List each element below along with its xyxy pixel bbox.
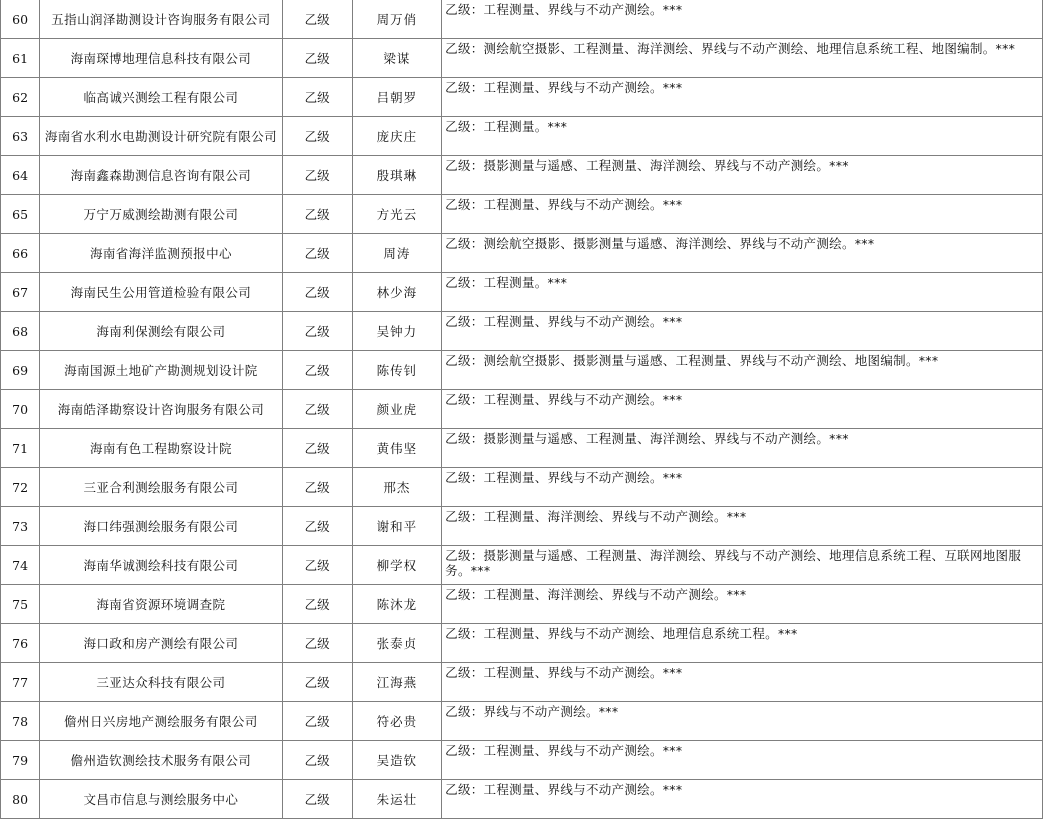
company-name-cell[interactable]: 三亚达众科技有限公司 [40, 663, 282, 702]
row-number-cell[interactable]: 75 [1, 585, 40, 624]
legal-representative-cell[interactable]: 吕朝罗 [352, 78, 441, 117]
legal-representative-cell[interactable]: 柳学权 [352, 546, 441, 585]
qualification-level-cell[interactable]: 乙级 [282, 39, 352, 78]
business-scope-cell[interactable] [442, 351, 1043, 390]
qualification-level-cell[interactable]: 乙级 [282, 195, 352, 234]
company-name-cell[interactable]: 海南琛博地理信息科技有限公司 [40, 39, 282, 78]
qualification-level-cell[interactable]: 乙级 [282, 273, 352, 312]
qualification-level-cell[interactable]: 乙级 [282, 0, 352, 39]
company-name-cell[interactable]: 万宁万威测绘勘测有限公司 [40, 195, 282, 234]
company-name-cell[interactable]: 海南有色工程勘察设计院 [40, 429, 282, 468]
legal-representative-cell[interactable]: 符必贵 [352, 702, 441, 741]
table-row [1, 195, 1043, 234]
row-number-cell[interactable]: 63 [1, 117, 40, 156]
company-name-cell[interactable]: 海南皓泽勘察设计咨询服务有限公司 [40, 390, 282, 429]
legal-representative-cell[interactable]: 吴造钦 [352, 741, 441, 780]
row-number-cell[interactable]: 77 [1, 663, 40, 702]
company-name-cell[interactable]: 五指山润泽勘测设计咨询服务有限公司 [40, 0, 282, 39]
table-row [1, 702, 1043, 741]
legal-representative-cell[interactable]: 陈传钊 [352, 351, 441, 390]
row-number-cell[interactable]: 79 [1, 741, 40, 780]
row-number-cell[interactable]: 65 [1, 195, 40, 234]
company-name-cell[interactable]: 海口纬强测绘服务有限公司 [40, 507, 282, 546]
qualification-level-cell[interactable]: 乙级 [282, 234, 352, 273]
legal-representative-cell[interactable]: 颜业虎 [352, 390, 441, 429]
company-name-cell[interactable]: 儋州日兴房地产测绘服务有限公司 [40, 702, 282, 741]
business-scope-text: 乙级：摄影测量与遥感、工程测量、海洋测绘、界线与不动产测绘。*** [445, 158, 849, 173]
business-scope-text: 乙级：测绘航空摄影、摄影测量与遥感、海洋测绘、界线与不动产测绘。*** [445, 236, 875, 251]
company-name-cell[interactable]: 海南鑫森勘测信息咨询有限公司 [40, 156, 282, 195]
business-scope-text: 乙级：工程测量、界线与不动产测绘。*** [445, 665, 683, 680]
business-scope-cell[interactable] [442, 780, 1043, 819]
qualification-level-cell[interactable]: 乙级 [282, 624, 352, 663]
company-name-cell[interactable]: 临高诚兴测绘工程有限公司 [40, 78, 282, 117]
business-scope-text: 乙级：工程测量、界线与不动产测绘。*** [445, 314, 683, 329]
company-name-cell[interactable]: 儋州造钦测绘技术服务有限公司 [40, 741, 282, 780]
legal-representative-cell[interactable]: 谢和平 [352, 507, 441, 546]
table-row [1, 585, 1043, 624]
business-scope-text: 乙级：摄影测量与遥感、工程测量、海洋测绘、界线与不动产测绘。*** [445, 431, 849, 446]
business-scope-text: 乙级：工程测量、界线与不动产测绘。*** [445, 197, 683, 212]
business-scope-cell[interactable] [442, 624, 1043, 663]
qualification-level-cell[interactable]: 乙级 [282, 702, 352, 741]
business-scope-cell[interactable] [442, 585, 1043, 624]
business-scope-cell[interactable] [442, 156, 1043, 195]
row-number-cell[interactable]: 70 [1, 390, 40, 429]
qualification-level-cell[interactable]: 乙级 [282, 78, 352, 117]
row-number-cell[interactable]: 62 [1, 78, 40, 117]
business-scope-text: 乙级：工程测量、界线与不动产测绘。*** [445, 80, 683, 95]
business-scope-text: 乙级：工程测量、界线与不动产测绘。*** [445, 782, 683, 797]
business-scope-cell[interactable] [442, 507, 1043, 546]
table-row [1, 663, 1043, 702]
qualification-level-cell[interactable]: 乙级 [282, 585, 352, 624]
table-row [1, 624, 1043, 663]
qualification-level-cell[interactable]: 乙级 [282, 741, 352, 780]
company-name-cell[interactable]: 海南省海洋监测预报中心 [40, 234, 282, 273]
business-scope-cell[interactable] [442, 78, 1043, 117]
qualification-level-cell[interactable]: 乙级 [282, 312, 352, 351]
business-scope-cell[interactable] [442, 117, 1043, 156]
business-scope-cell[interactable] [442, 312, 1043, 351]
table-row [1, 234, 1043, 273]
row-number-cell[interactable]: 61 [1, 39, 40, 78]
company-name-cell[interactable]: 文昌市信息与测绘服务中心 [40, 780, 282, 819]
qualification-level-cell[interactable]: 乙级 [282, 546, 352, 585]
legal-representative-cell[interactable]: 周涛 [352, 234, 441, 273]
business-scope-text: 乙级：工程测量、海洋测绘、界线与不动产测绘。*** [445, 587, 747, 602]
business-scope-text: 乙级：工程测量、界线与不动产测绘。*** [445, 392, 683, 407]
business-scope-text: 乙级：界线与不动产测绘。*** [445, 704, 619, 719]
row-number-cell[interactable]: 71 [1, 429, 40, 468]
business-scope-text: 乙级：工程测量。*** [445, 119, 568, 134]
table-row [1, 0, 1043, 39]
table-row [1, 429, 1043, 468]
company-name-cell[interactable]: 海南利保测绘有限公司 [40, 312, 282, 351]
legal-representative-cell[interactable]: 陈沐龙 [352, 585, 441, 624]
business-scope-cell[interactable] [442, 0, 1043, 39]
business-scope-text: 乙级：摄影测量与遥感、工程测量、海洋测绘、界线与不动产测绘、地理信息系统工程、互联网地图服务。*** [445, 548, 1022, 578]
legal-representative-cell[interactable]: 周万俏 [352, 0, 441, 39]
business-scope-text: 乙级：工程测量、界线与不动产测绘。*** [445, 2, 683, 17]
table-row [1, 507, 1043, 546]
business-scope-text: 乙级：测绘航空摄影、摄影测量与遥感、工程测量、界线与不动产测绘、地图编制。*** [445, 353, 939, 368]
qualification-level-cell[interactable]: 乙级 [282, 663, 352, 702]
table-row [1, 39, 1043, 78]
legal-representative-cell[interactable]: 林少海 [352, 273, 441, 312]
row-number-cell[interactable]: 67 [1, 273, 40, 312]
business-scope-text: 乙级：测绘航空摄影、工程测量、海洋测绘、界线与不动产测绘、地理信息系统工程、地图编制。*** [445, 41, 1016, 56]
legal-representative-cell[interactable]: 张泰贞 [352, 624, 441, 663]
company-name-cell[interactable]: 海南华诚测绘科技有限公司 [40, 546, 282, 585]
company-name-cell[interactable]: 海南省水利水电勘测设计研究院有限公司 [40, 117, 282, 156]
business-scope-cell[interactable] [442, 546, 1043, 585]
qualification-level-cell[interactable]: 乙级 [282, 156, 352, 195]
legal-representative-cell[interactable]: 梁谋 [352, 39, 441, 78]
business-scope-cell[interactable] [442, 663, 1043, 702]
qualification-level-cell[interactable]: 乙级 [282, 507, 352, 546]
company-name-cell[interactable]: 海南省资源环境调查院 [40, 585, 282, 624]
table-row [1, 351, 1043, 390]
row-number-cell[interactable]: 66 [1, 234, 40, 273]
company-name-cell[interactable]: 海口政和房产测绘有限公司 [40, 624, 282, 663]
legal-representative-cell[interactable]: 黄伟坚 [352, 429, 441, 468]
qualification-level-cell[interactable]: 乙级 [282, 429, 352, 468]
legal-representative-cell[interactable]: 庞庆庄 [352, 117, 441, 156]
row-number-cell[interactable]: 69 [1, 351, 40, 390]
business-scope-text: 乙级：工程测量、界线与不动产测绘。*** [445, 470, 683, 485]
business-scope-cell[interactable] [442, 234, 1043, 273]
business-scope-cell[interactable] [442, 429, 1043, 468]
company-name-cell[interactable]: 海南国源土地矿产勘测规划设计院 [40, 351, 282, 390]
table-row [1, 78, 1043, 117]
business-scope-cell[interactable] [442, 702, 1043, 741]
business-scope-text: 乙级：工程测量。*** [445, 275, 568, 290]
business-scope-text: 乙级：工程测量、海洋测绘、界线与不动产测绘。*** [445, 509, 747, 524]
company-name-cell[interactable]: 海南民生公用管道检验有限公司 [40, 273, 282, 312]
business-scope-cell[interactable] [442, 468, 1043, 507]
row-number-cell[interactable]: 72 [1, 468, 40, 507]
row-number-cell[interactable]: 60 [1, 0, 40, 39]
legal-representative-cell[interactable]: 朱运壮 [352, 780, 441, 819]
qualification-level-cell[interactable]: 乙级 [282, 117, 352, 156]
table-row [1, 156, 1043, 195]
business-scope-text: 乙级：工程测量、界线与不动产测绘、地理信息系统工程。*** [445, 626, 798, 641]
legal-representative-cell[interactable]: 殷琪琳 [352, 156, 441, 195]
table-row [1, 390, 1043, 429]
business-scope-cell[interactable] [442, 273, 1043, 312]
row-number-cell[interactable]: 78 [1, 702, 40, 741]
qualification-level-cell[interactable]: 乙级 [282, 390, 352, 429]
row-number-cell[interactable]: 76 [1, 624, 40, 663]
row-number-cell[interactable]: 80 [1, 780, 40, 819]
business-scope-cell[interactable] [442, 39, 1043, 78]
legal-representative-cell[interactable]: 邢杰 [352, 468, 441, 507]
row-number-cell[interactable]: 64 [1, 156, 40, 195]
table-row [1, 468, 1043, 507]
table-row [1, 780, 1043, 819]
table-row [1, 546, 1043, 585]
row-number-cell[interactable]: 73 [1, 507, 40, 546]
row-number-cell[interactable]: 68 [1, 312, 40, 351]
table-row [1, 312, 1043, 351]
qualification-level-cell[interactable]: 乙级 [282, 780, 352, 819]
business-scope-cell[interactable] [442, 195, 1043, 234]
legal-representative-cell[interactable]: 方光云 [352, 195, 441, 234]
table-row [1, 273, 1043, 312]
table-row [1, 741, 1043, 780]
business-scope-text: 乙级：工程测量、界线与不动产测绘。*** [445, 743, 683, 758]
legal-representative-cell[interactable]: 江海燕 [352, 663, 441, 702]
qualification-level-cell[interactable]: 乙级 [282, 468, 352, 507]
row-number-cell[interactable]: 74 [1, 546, 40, 585]
qualification-level-cell[interactable]: 乙级 [282, 351, 352, 390]
business-scope-cell[interactable] [442, 741, 1043, 780]
company-name-cell[interactable]: 三亚合利测绘服务有限公司 [40, 468, 282, 507]
table-row [1, 117, 1043, 156]
table-body [1, 0, 1043, 819]
legal-representative-cell[interactable]: 吴钟力 [352, 312, 441, 351]
business-scope-cell[interactable] [442, 390, 1043, 429]
